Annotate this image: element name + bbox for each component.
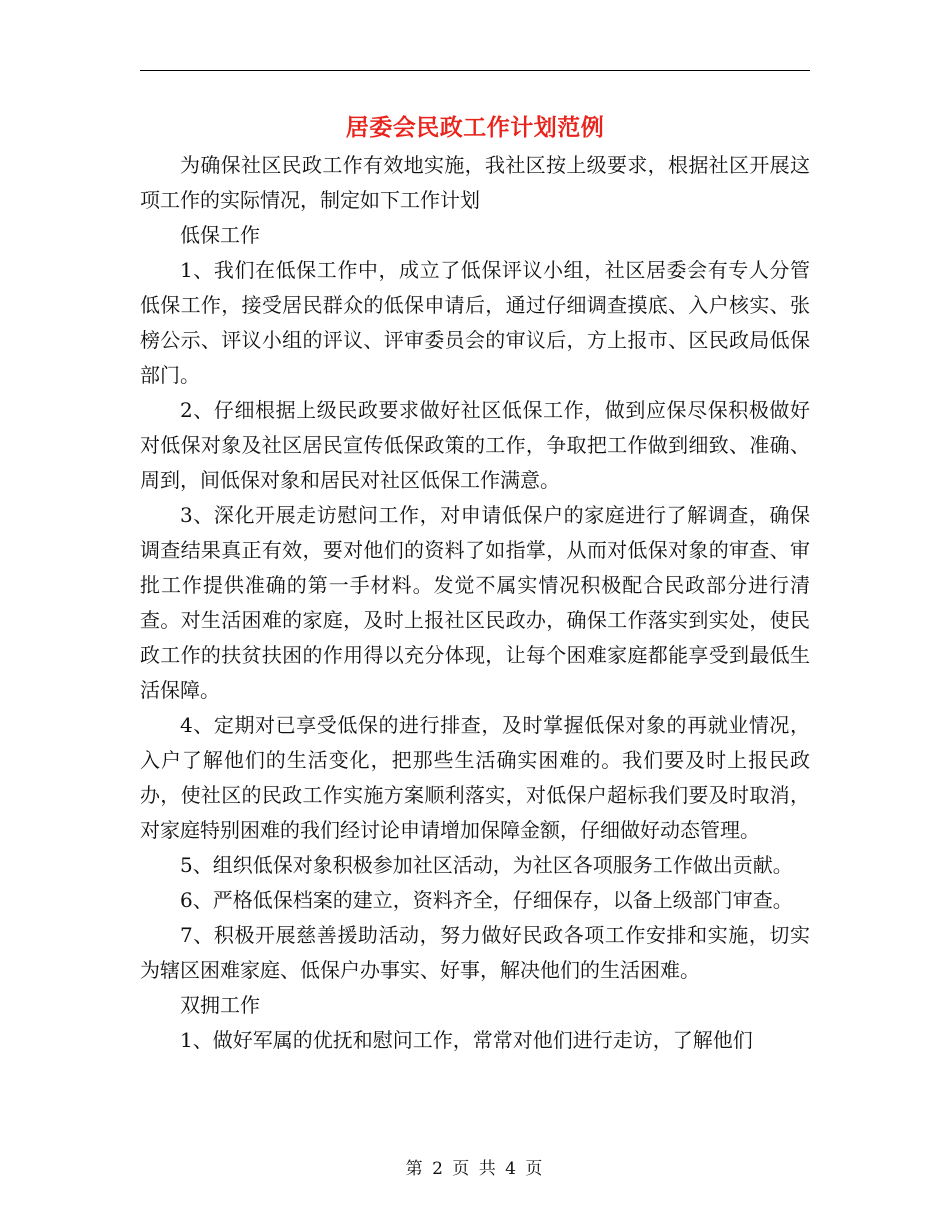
paragraph-item: 1、做好军属的优抚和慰问工作，常常对他们进行走访，了解他们 (180, 1028, 753, 1052)
paragraph-item: 7、积极开展慈善援助活动，努力做好民政各项工作安排和实施，切实为辖区困难家庭、低保户办事实、好事，解决他们的生活困难。 (140, 923, 810, 982)
paragraph-item: 6、严格低保档案的建立，资料齐全，仔细保存，以备上级部门审查。 (180, 888, 793, 912)
section-heading-shuangyong: 双拥工作 (180, 993, 260, 1017)
header-rule (140, 70, 810, 71)
document-title: 居委会民政工作计划范例 (345, 114, 605, 141)
document-body (140, 148, 810, 1058)
paragraph-item: 5、组织低保对象积极参加社区活动，为社区各项服务工作做出贡献。 (180, 853, 793, 877)
paragraph-item: 1、我们在低保工作中，成立了低保评议小组，社区居委会有专人分管低保工作，接受居民群众的低保申请后，通过仔细调查摸底、入户核实、张榜公示、评议小组的评议、评审委员会的审议后，方上报市、区民政局低保部门。 (140, 258, 810, 387)
paragraph-intro: 为确保社区民政工作有效地实施，我社区按上级要求，根据社区开展这项工作的实际情况，制定如下工作计划 (140, 153, 810, 212)
paragraph-item: 4、定期对已享受低保的进行排查，及时掌握低保对象的再就业情况，入户了解他们的生活变化，把那些生活确实困难的。我们要及时上报民政办，使社区的民政工作实施方案顺利落实，对低保户超标我们要及时取消，对家庭特别困难的我们经讨论申请增加保障金额，仔细做好动态管理。 (140, 713, 810, 842)
paragraph-item: 3、深化开展走访慰问工作，对申请低保户的家庭进行了解调查，确保调查结果真正有效，要对他们的资料了如指掌，从而对低保对象的审查、审批工作提供准确的第一手材料。发觉不属实情况积极配合民政部分进行清查。对生活困难的家庭，及时上报社区民政办，确保工作落实到实处，使民政工作的扶贫扶困的作用得以充分体现，让每个困难家庭都能享受到最低生活保障。 (140, 503, 810, 702)
section-heading-dibao: 低保工作 (180, 223, 260, 247)
paragraph-item: 2、仔细根据上级民政要求做好社区低保工作，做到应保尽保积极做好对低保对象及社区居民宣传低保政策的工作，争取把工作做到细致、准确、周到，间低保对象和居民对社区低保工作满意。 (140, 398, 810, 492)
page-number: 第 2 页 共 4 页 (405, 1159, 545, 1179)
